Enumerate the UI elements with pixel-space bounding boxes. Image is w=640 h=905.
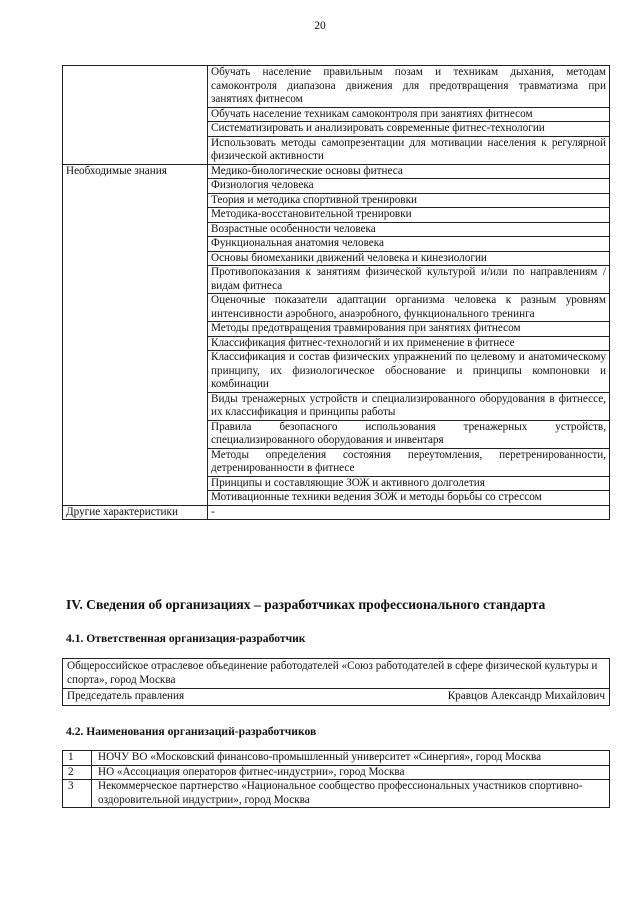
developer-name: НО «Ассоциация операторов фитнес-индустрии», город Москва xyxy=(92,765,610,780)
developer-number: 2 xyxy=(63,765,92,780)
section-iv-title: IV. Сведения об организациях – разработчиках профессионального стандарта xyxy=(66,597,546,612)
responsible-org-table xyxy=(62,658,610,706)
skill-item: Обучать население техникам самоконтроля при занятиях фитнесом xyxy=(208,107,610,122)
table-row xyxy=(63,164,610,179)
knowledge-item: Принципы и составляющие ЗОЖ и активного долголетия xyxy=(208,476,610,491)
knowledge-label: Необходимые знания xyxy=(63,164,208,505)
table-row xyxy=(63,689,610,706)
table-row xyxy=(63,765,610,780)
knowledge-item: Методы предотвращения травмирования при занятиях фитнесом xyxy=(208,322,610,337)
skill-item: Использовать методы самопрезентации для мотивации населения к регулярной физической активности xyxy=(208,136,610,164)
knowledge-item: Теория и методика спортивной тренировки xyxy=(208,193,610,208)
knowledge-item: Классификация и состав физических упражнений по целевому и анатомическому принципу, их физиологическое обоснование и принципы компоновки и комбинации xyxy=(208,351,610,393)
developers-table xyxy=(62,750,610,808)
table-row xyxy=(63,66,610,108)
chair-cell xyxy=(63,689,610,706)
knowledge-item: Противопоказания к занятиям физической культурой и/или по направлениям / видам фитнеса xyxy=(208,266,610,294)
knowledge-item: Методы определения состояния переутомления, перетренированности, детренированности в фитнесе xyxy=(208,448,610,476)
responsible-org-heading: 4.1. Ответственная организация-разработчик xyxy=(66,632,306,645)
empty-label-cell xyxy=(63,66,208,165)
knowledge-item: Функциональная анатомия человека xyxy=(208,237,610,252)
knowledge-item: Виды тренажерных устройств и специализированного оборудования в фитнессе, их классификация и принципы работы xyxy=(208,392,610,420)
developer-name: НОЧУ ВО «Московский финансово-промышленный университет «Синергия», город Москва xyxy=(92,751,610,766)
other-characteristics-label: Другие характеристики xyxy=(63,505,208,520)
knowledge-item: Возрастные особенности человека xyxy=(208,222,610,237)
knowledge-item: Оценочные показатели адаптации организма человека к разным уровням интенсивности аэробного, анаэробного, функционального тренинга xyxy=(208,294,610,322)
responsible-org-name: Общероссийское отраслевое объединение работодателей «Союз работодателей в сфере физической культуры и спорта», город Москва xyxy=(63,659,610,689)
developer-number: 1 xyxy=(63,751,92,766)
developer-number: 3 xyxy=(63,780,92,808)
skill-item: Систематизировать и анализировать современные фитнес-технологии xyxy=(208,122,610,137)
knowledge-item: Медико-биологические основы фитнеса xyxy=(208,164,610,179)
knowledge-item: Правила безопасного использования тренажерных устройств, специализированного оборудования и инвентаря xyxy=(208,420,610,448)
chair-position: Председатель правления xyxy=(67,690,185,702)
knowledge-item: Основы биомеханики движений человека и кинезиологии xyxy=(208,251,610,266)
knowledge-item: Физиология человека xyxy=(208,179,610,194)
knowledge-item: Методика-восстановительной тренировки xyxy=(208,208,610,223)
knowledge-item: Классификация фитнес-технологий и их применение в фитнесе xyxy=(208,336,610,351)
skill-item: Обучать население правильным позам и техникам дыхания, методам самоконтроля диапазона движения для предотвращения травматизма при занятиях фитнесом xyxy=(208,66,610,108)
page-number: 20 xyxy=(314,20,326,32)
table-row xyxy=(63,751,610,766)
table-row xyxy=(63,659,610,689)
table-row xyxy=(63,780,610,808)
developers-heading: 4.2. Наименования организаций-разработчиков xyxy=(66,725,317,738)
developer-name: Некоммерческое партнерство «Национальное сообщество профессиональных участников спортивно-оздоровительной индустрии», город Москва xyxy=(92,780,610,808)
knowledge-item: Мотивационные техники ведения ЗОЖ и методы борьбы со стрессом xyxy=(208,491,610,506)
other-characteristics-value: - xyxy=(208,505,610,520)
table-row xyxy=(63,505,610,520)
chair-name: Кравцов Александр Михайлович xyxy=(447,690,605,702)
requirements-table xyxy=(62,65,610,520)
